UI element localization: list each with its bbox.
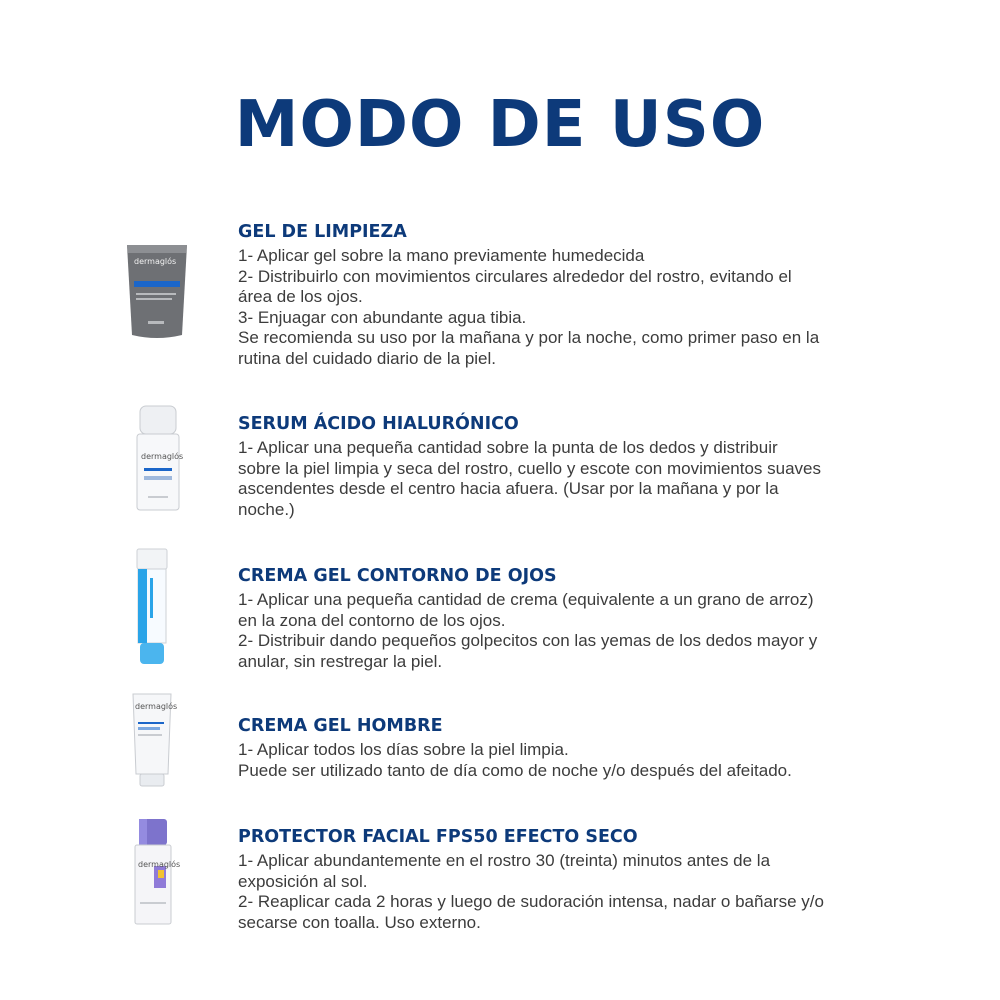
instruction-line: en la zona del contorno de los ojos. [238,610,506,630]
instruction-line: 3- Enjuagar con abundante agua tibia. [238,307,527,327]
section-heading: PROTECTOR FACIAL FPS50 EFECTO SECO [238,827,638,847]
instruction-line: 2- Distribuir dando pequeños golpecitos con las yemas de los dedos mayor y [238,631,818,650]
instruction-line: 1- Aplicar una pequeña cantidad de crema (equivalente a un grano de arroz) [238,590,814,609]
product-brand-label: dermaglós [134,257,177,266]
product-brand-label: dermaglós [135,702,178,711]
instruction-line: Puede ser utilizado tanto de día como de noche y/o después del afeitado. [238,760,792,780]
section-crema-hombre [238,716,918,781]
instruction-line: secarse con toalla. Uso externo. [238,912,481,932]
section-heading: CREMA GEL HOMBRE [238,716,443,736]
instruction-line: 1- Aplicar todos los días sobre la piel limpia. [238,740,569,759]
section-heading: GEL DE LIMPIEZA [238,222,407,242]
section-contorno-ojos [238,566,918,672]
section-serum [238,414,918,520]
product-image-crema-hombre [132,692,178,788]
product-image-protector-facial [134,818,181,926]
instruction-line: anular, sin restregar la piel. [238,651,443,671]
instruction-line: exposición al sol. [238,871,368,891]
instruction-line: ascendentes desde el centro hacia afuera. (Usar por la mañana y por la [238,479,779,498]
section-heading: SERUM ÁCIDO HIALURÓNICO [238,414,519,434]
instruction-line: 2- Reaplicar cada 2 horas y luego de sudoración intensa, nadar o bañarse y/o [238,892,824,911]
instruction-line: rutina del cuidado diario de la piel. [238,348,497,368]
instruction-line: sobre la piel limpia y seca del rostro, cuello y escote con movimientos suaves [238,458,821,478]
instruction-line: 1- Aplicar gel sobre la mano previamente humedecida [238,246,645,265]
product-image-gel-limpieza [124,243,190,343]
product-image-contorno-ojos [136,548,168,666]
instruction-line: noche.) [238,499,295,519]
instruction-line: 1- Aplicar abundantemente en el rostro 30 (treinta) minutos antes de la [238,851,771,870]
instruction-line: Se recomienda su uso por la mañana y por la noche, como primer paso en la [238,328,820,347]
instruction-line: área de los ojos. [238,287,363,306]
section-gel-limpieza [238,222,918,369]
instruction-line: 1- Aplicar una pequeña cantidad sobre la punta de los dedos y distribuir [238,438,778,457]
section-heading: CREMA GEL CONTORNO DE OJOS [238,566,557,586]
page-title: MODO DE USO [234,88,766,162]
instruction-line: 2- Distribuirlo con movimientos circulares alrededor del rostro, evitando el [238,266,792,286]
product-brand-label: dermaglós [138,860,181,869]
product-brand-label: dermaglós [141,452,184,461]
product-image-serum [136,404,184,512]
section-protector-facial [238,827,918,933]
